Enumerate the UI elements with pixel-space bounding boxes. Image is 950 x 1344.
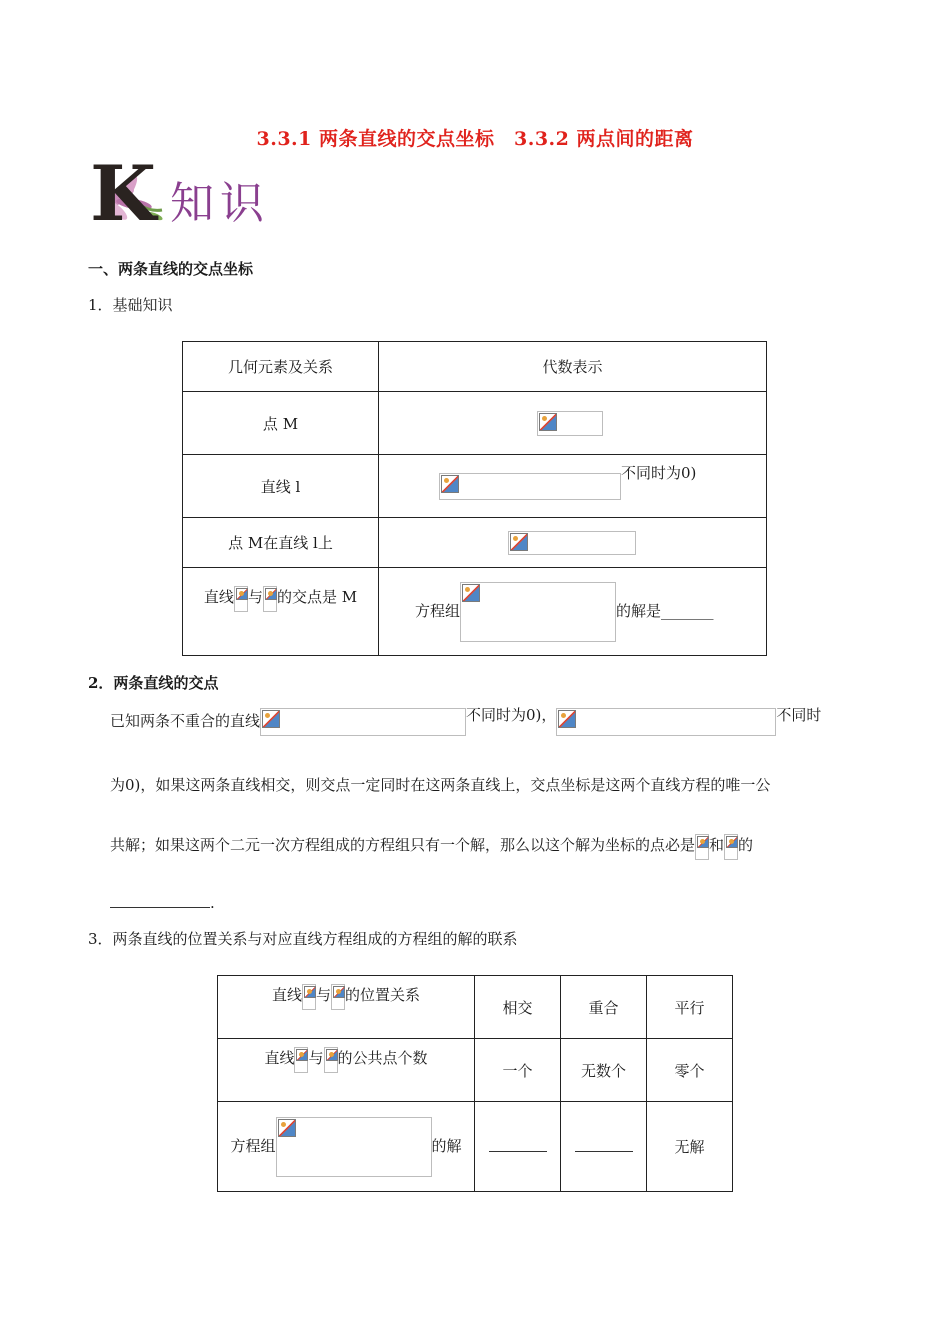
row-label-part: 的交点是 M xyxy=(276,588,358,606)
cell-coincide: 重合 xyxy=(561,976,647,1039)
row-label-part: 与 xyxy=(247,588,263,606)
row-label-part: 的解 xyxy=(431,1136,462,1155)
subheading-basic-knowledge: 1．基础知识 xyxy=(88,296,173,314)
image-placeholder-icon xyxy=(333,986,345,998)
knowledge-logo xyxy=(88,149,288,240)
formula-image xyxy=(556,708,776,736)
row-label-part: 的公共点个数 xyxy=(337,1049,428,1067)
image-placeholder-icon xyxy=(462,584,480,602)
image-placeholder-icon xyxy=(278,1119,296,1137)
subheading-position-relation: 3．两条直线的位置关系与对应直线方程组成的方程组的解的联系 xyxy=(88,930,518,948)
image-placeholder-icon xyxy=(726,836,738,848)
para-text: 的 xyxy=(738,836,754,854)
answer-blank xyxy=(489,1151,547,1152)
row-label-part: 直线 xyxy=(271,986,302,1004)
para-text: 和 xyxy=(709,836,725,854)
cell-no-solution: 无解 xyxy=(647,1102,733,1192)
para-text: 为0)，如果这两条直线相交，则交点一定同时在这两条直线上，交点坐标是这两个直线方程的唯一公 xyxy=(110,776,771,794)
formula-image xyxy=(724,834,738,860)
row-label-part: 的位置关系 xyxy=(345,986,421,1004)
table-row xyxy=(218,1102,733,1192)
equation-system-image xyxy=(276,1117,432,1177)
table-row xyxy=(183,568,767,656)
image-placeholder-icon xyxy=(697,836,709,848)
row-label-point-on-line: 点 M在直线 l上 xyxy=(183,518,379,568)
formula-image xyxy=(263,586,277,612)
answer-blank xyxy=(110,907,210,908)
table-row xyxy=(183,518,767,568)
formula-image xyxy=(695,834,709,860)
basic-knowledge-table xyxy=(182,341,767,656)
formula-image xyxy=(324,1047,338,1073)
image-placeholder-icon xyxy=(326,1049,338,1061)
position-relation-table xyxy=(217,975,733,1192)
row-label-part: 与 xyxy=(315,986,331,1004)
para-text: 已知两条不重合的直线 xyxy=(110,712,261,730)
image-placeholder-icon xyxy=(304,986,316,998)
cell-count-infinite: 无数个 xyxy=(561,1039,647,1102)
subheading-intersection: 2．两条直线的交点 xyxy=(88,674,219,692)
row-label-part: 直线 xyxy=(264,1049,295,1067)
formula-image xyxy=(260,708,466,736)
image-placeholder-icon xyxy=(236,588,248,600)
table-header-algebra: 代数表示 xyxy=(379,342,767,392)
row-label-part: 直线 xyxy=(203,588,234,606)
formula-image xyxy=(331,984,345,1010)
image-placeholder-icon xyxy=(510,533,528,551)
page-title: 3.3.1 两条直线的交点坐标 3.3.2 两点间的距离 xyxy=(256,128,694,150)
formula-image xyxy=(439,473,621,500)
table-row xyxy=(183,392,767,455)
para-text: 不同时为0)， xyxy=(466,706,557,724)
system-suffix: 的解是_______ xyxy=(616,601,714,620)
table-header-geometry: 几何元素及关系 xyxy=(183,342,379,392)
table-row xyxy=(218,976,733,1039)
equation-system-image xyxy=(460,582,616,642)
para-text: . xyxy=(210,894,215,912)
image-placeholder-icon xyxy=(265,588,277,600)
row-label-line-l: 直线 l xyxy=(183,455,379,518)
formula-image xyxy=(508,531,636,555)
image-placeholder-icon xyxy=(262,710,280,728)
formula-image xyxy=(234,586,248,612)
table-row xyxy=(183,455,767,518)
cell-count-one: 一个 xyxy=(475,1039,561,1102)
formula-image xyxy=(537,411,603,436)
image-placeholder-icon xyxy=(558,710,576,728)
line-coef-note: 不同时为0) xyxy=(621,464,697,482)
section-heading: 一、两条直线的交点坐标 xyxy=(88,260,254,278)
formula-image xyxy=(294,1047,308,1073)
formula-image xyxy=(302,984,316,1010)
cell-count-zero: 零个 xyxy=(647,1039,733,1102)
logo-text: 知识 xyxy=(170,178,270,229)
image-placeholder-icon xyxy=(539,413,557,431)
table-row xyxy=(218,1039,733,1102)
row-label-part: 方程组 xyxy=(230,1136,276,1155)
para-text: 共解；如果这两个二元一次方程组成的方程组只有一个解，那么以这个解为坐标的点必是 xyxy=(110,836,696,854)
system-prefix: 方程组 xyxy=(415,601,461,620)
image-placeholder-icon xyxy=(296,1049,308,1061)
row-label-part: 与 xyxy=(308,1049,324,1067)
answer-blank xyxy=(575,1151,633,1152)
para-text: 不同时 xyxy=(776,706,822,724)
logo-letter: K xyxy=(90,149,157,238)
row-label-point-m: 点 M xyxy=(183,392,379,455)
cell-parallel: 平行 xyxy=(647,976,733,1039)
image-placeholder-icon xyxy=(441,475,459,493)
cell-intersect: 相交 xyxy=(475,976,561,1039)
